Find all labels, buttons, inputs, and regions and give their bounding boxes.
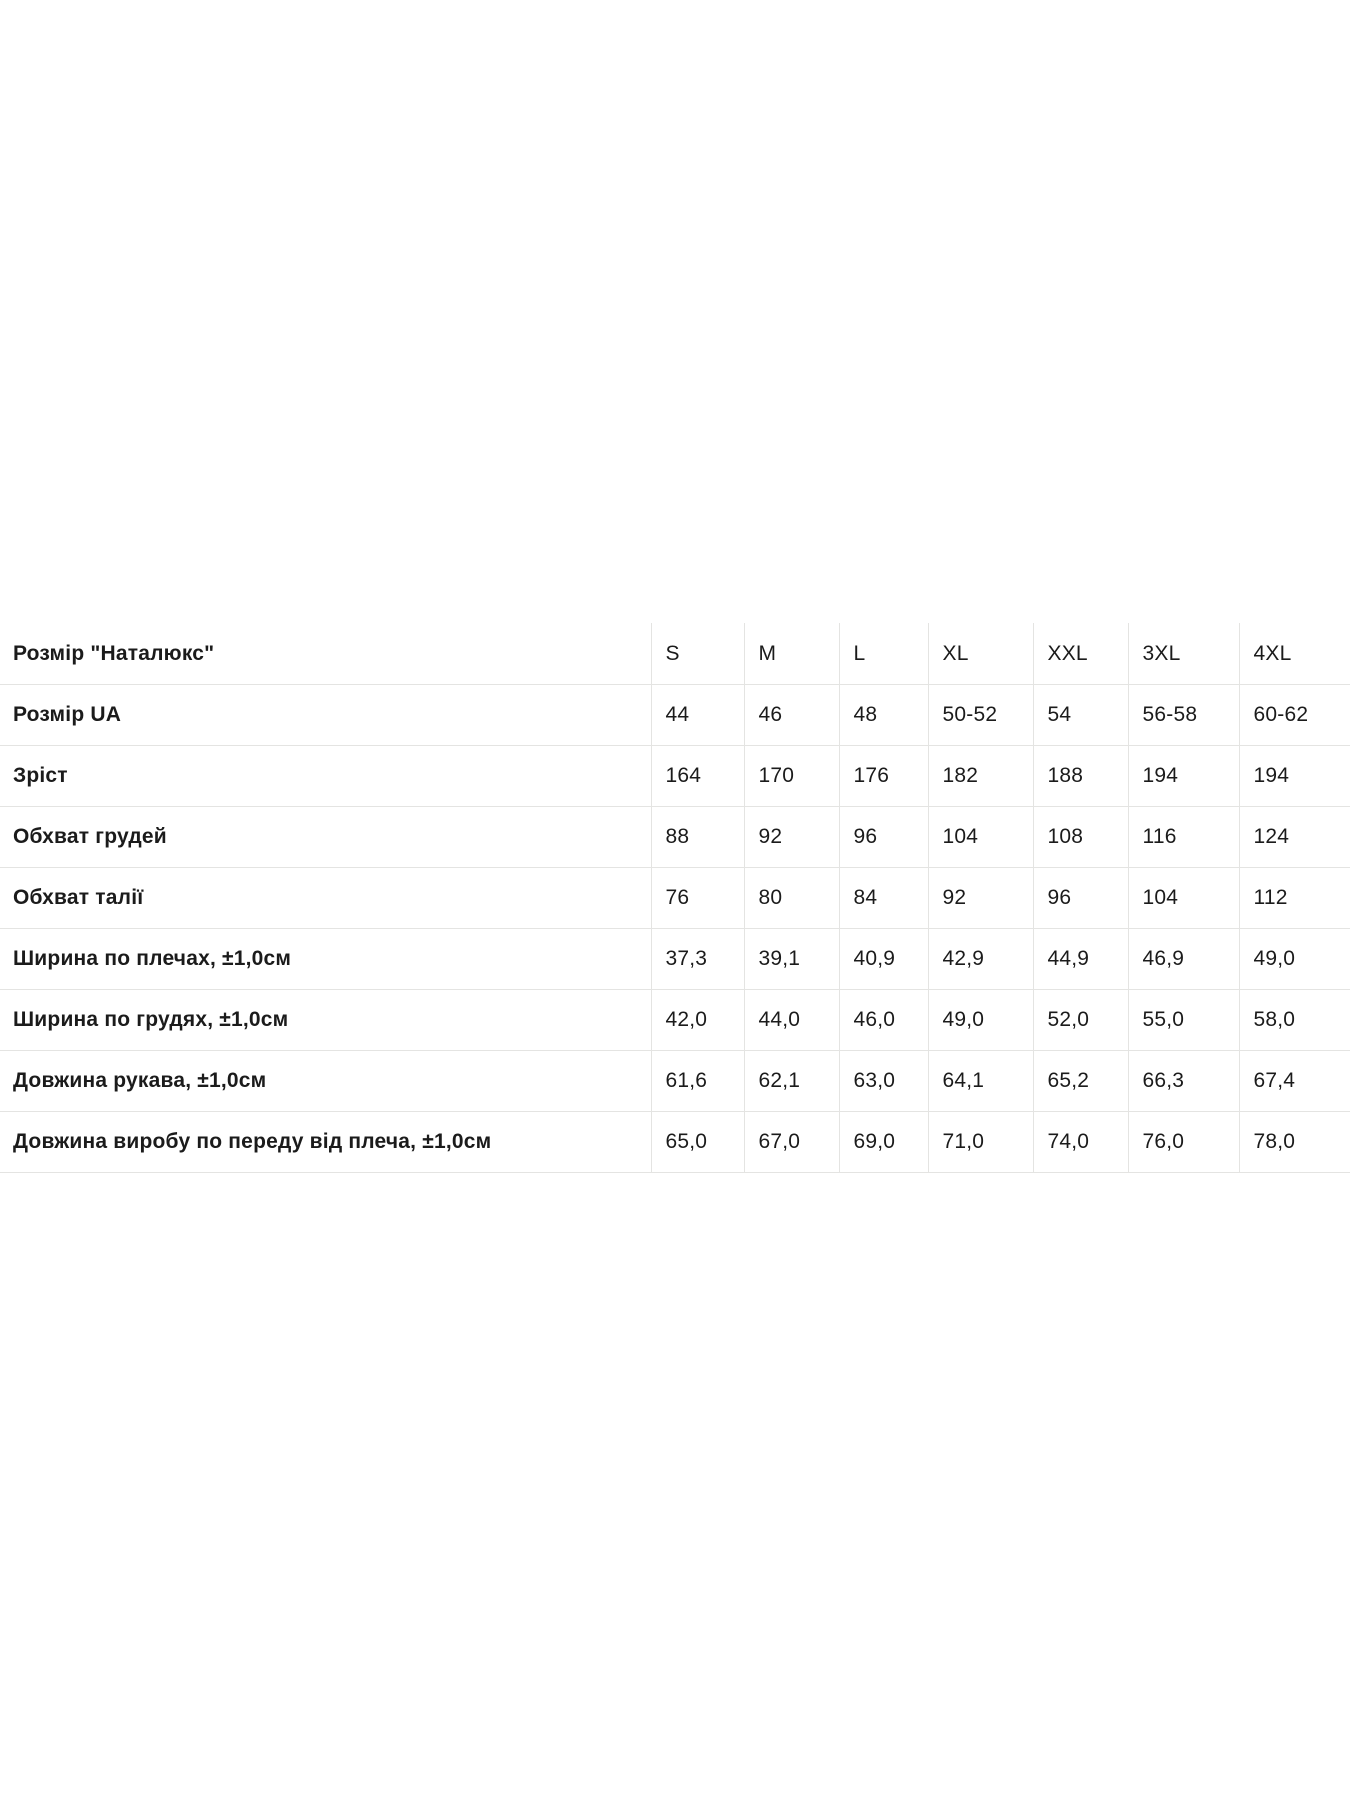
cell-value: 44,0 xyxy=(744,989,839,1050)
table-row-chest xyxy=(0,806,1350,867)
cell-value: 46,9 xyxy=(1128,928,1239,989)
cell-value: 64,1 xyxy=(928,1050,1033,1111)
cell-value: 42,0 xyxy=(651,989,744,1050)
cell-value: 104 xyxy=(1128,867,1239,928)
cell-value: 188 xyxy=(1033,745,1128,806)
cell-value: 48 xyxy=(839,684,928,745)
row-label: Розмір UA xyxy=(0,684,651,745)
cell-value: 92 xyxy=(928,867,1033,928)
cell-value: 194 xyxy=(1239,745,1350,806)
cell-value: 108 xyxy=(1033,806,1128,867)
cell-value: 63,0 xyxy=(839,1050,928,1111)
cell-value: 84 xyxy=(839,867,928,928)
cell-value: 55,0 xyxy=(1128,989,1239,1050)
cell-value: 40,9 xyxy=(839,928,928,989)
cell-value: 67,4 xyxy=(1239,1050,1350,1111)
cell-value: 182 xyxy=(928,745,1033,806)
table-row-shoulder-width xyxy=(0,928,1350,989)
cell-value: 76 xyxy=(651,867,744,928)
cell-value: 66,3 xyxy=(1128,1050,1239,1111)
size-chart-table xyxy=(0,623,1350,1173)
cell-value: 60-62 xyxy=(1239,684,1350,745)
cell-value: 54 xyxy=(1033,684,1128,745)
cell-value: 37,3 xyxy=(651,928,744,989)
cell-value: 74,0 xyxy=(1033,1111,1128,1172)
cell-value: 44 xyxy=(651,684,744,745)
row-label: Зріст xyxy=(0,745,651,806)
row-label: Довжина рукава, ±1,0см xyxy=(0,1050,651,1111)
cell-value: 39,1 xyxy=(744,928,839,989)
row-label: Ширина по грудях, ±1,0см xyxy=(0,989,651,1050)
table-row-sleeve-length xyxy=(0,1050,1350,1111)
header-label: Розмір "Наталюкс" xyxy=(0,623,651,684)
cell-value: 88 xyxy=(651,806,744,867)
cell-value: 92 xyxy=(744,806,839,867)
cell-value: 42,9 xyxy=(928,928,1033,989)
cell-value: 49,0 xyxy=(928,989,1033,1050)
size-chart xyxy=(0,623,1350,1173)
cell-value: 80 xyxy=(744,867,839,928)
table-row-height xyxy=(0,745,1350,806)
cell-value: 65,2 xyxy=(1033,1050,1128,1111)
size-header-m: M xyxy=(744,623,839,684)
cell-value: 170 xyxy=(744,745,839,806)
cell-value: 58,0 xyxy=(1239,989,1350,1050)
table-row-front-length xyxy=(0,1111,1350,1172)
cell-value: 65,0 xyxy=(651,1111,744,1172)
cell-value: 116 xyxy=(1128,806,1239,867)
cell-value: 104 xyxy=(928,806,1033,867)
size-header-xl: XL xyxy=(928,623,1033,684)
header-row xyxy=(0,623,1350,684)
row-label: Довжина виробу по переду від плеча, ±1,0см xyxy=(0,1111,651,1172)
cell-value: 52,0 xyxy=(1033,989,1128,1050)
row-label: Обхват талії xyxy=(0,867,651,928)
cell-value: 164 xyxy=(651,745,744,806)
cell-value: 46 xyxy=(744,684,839,745)
cell-value: 194 xyxy=(1128,745,1239,806)
cell-value: 61,6 xyxy=(651,1050,744,1111)
cell-value: 49,0 xyxy=(1239,928,1350,989)
table-row-size-ua xyxy=(0,684,1350,745)
table-row-waist xyxy=(0,867,1350,928)
cell-value: 124 xyxy=(1239,806,1350,867)
cell-value: 176 xyxy=(839,745,928,806)
cell-value: 76,0 xyxy=(1128,1111,1239,1172)
size-header-4xl: 4XL xyxy=(1239,623,1350,684)
cell-value: 62,1 xyxy=(744,1050,839,1111)
size-header-s: S xyxy=(651,623,744,684)
cell-value: 56-58 xyxy=(1128,684,1239,745)
size-header-xxl: XXL xyxy=(1033,623,1128,684)
cell-value: 50-52 xyxy=(928,684,1033,745)
cell-value: 78,0 xyxy=(1239,1111,1350,1172)
row-label: Обхват грудей xyxy=(0,806,651,867)
cell-value: 96 xyxy=(1033,867,1128,928)
table-row-chest-width xyxy=(0,989,1350,1050)
size-header-l: L xyxy=(839,623,928,684)
cell-value: 46,0 xyxy=(839,989,928,1050)
row-label: Ширина по плечах, ±1,0см xyxy=(0,928,651,989)
cell-value: 96 xyxy=(839,806,928,867)
size-header-3xl: 3XL xyxy=(1128,623,1239,684)
cell-value: 71,0 xyxy=(928,1111,1033,1172)
cell-value: 44,9 xyxy=(1033,928,1128,989)
cell-value: 112 xyxy=(1239,867,1350,928)
cell-value: 67,0 xyxy=(744,1111,839,1172)
cell-value: 69,0 xyxy=(839,1111,928,1172)
